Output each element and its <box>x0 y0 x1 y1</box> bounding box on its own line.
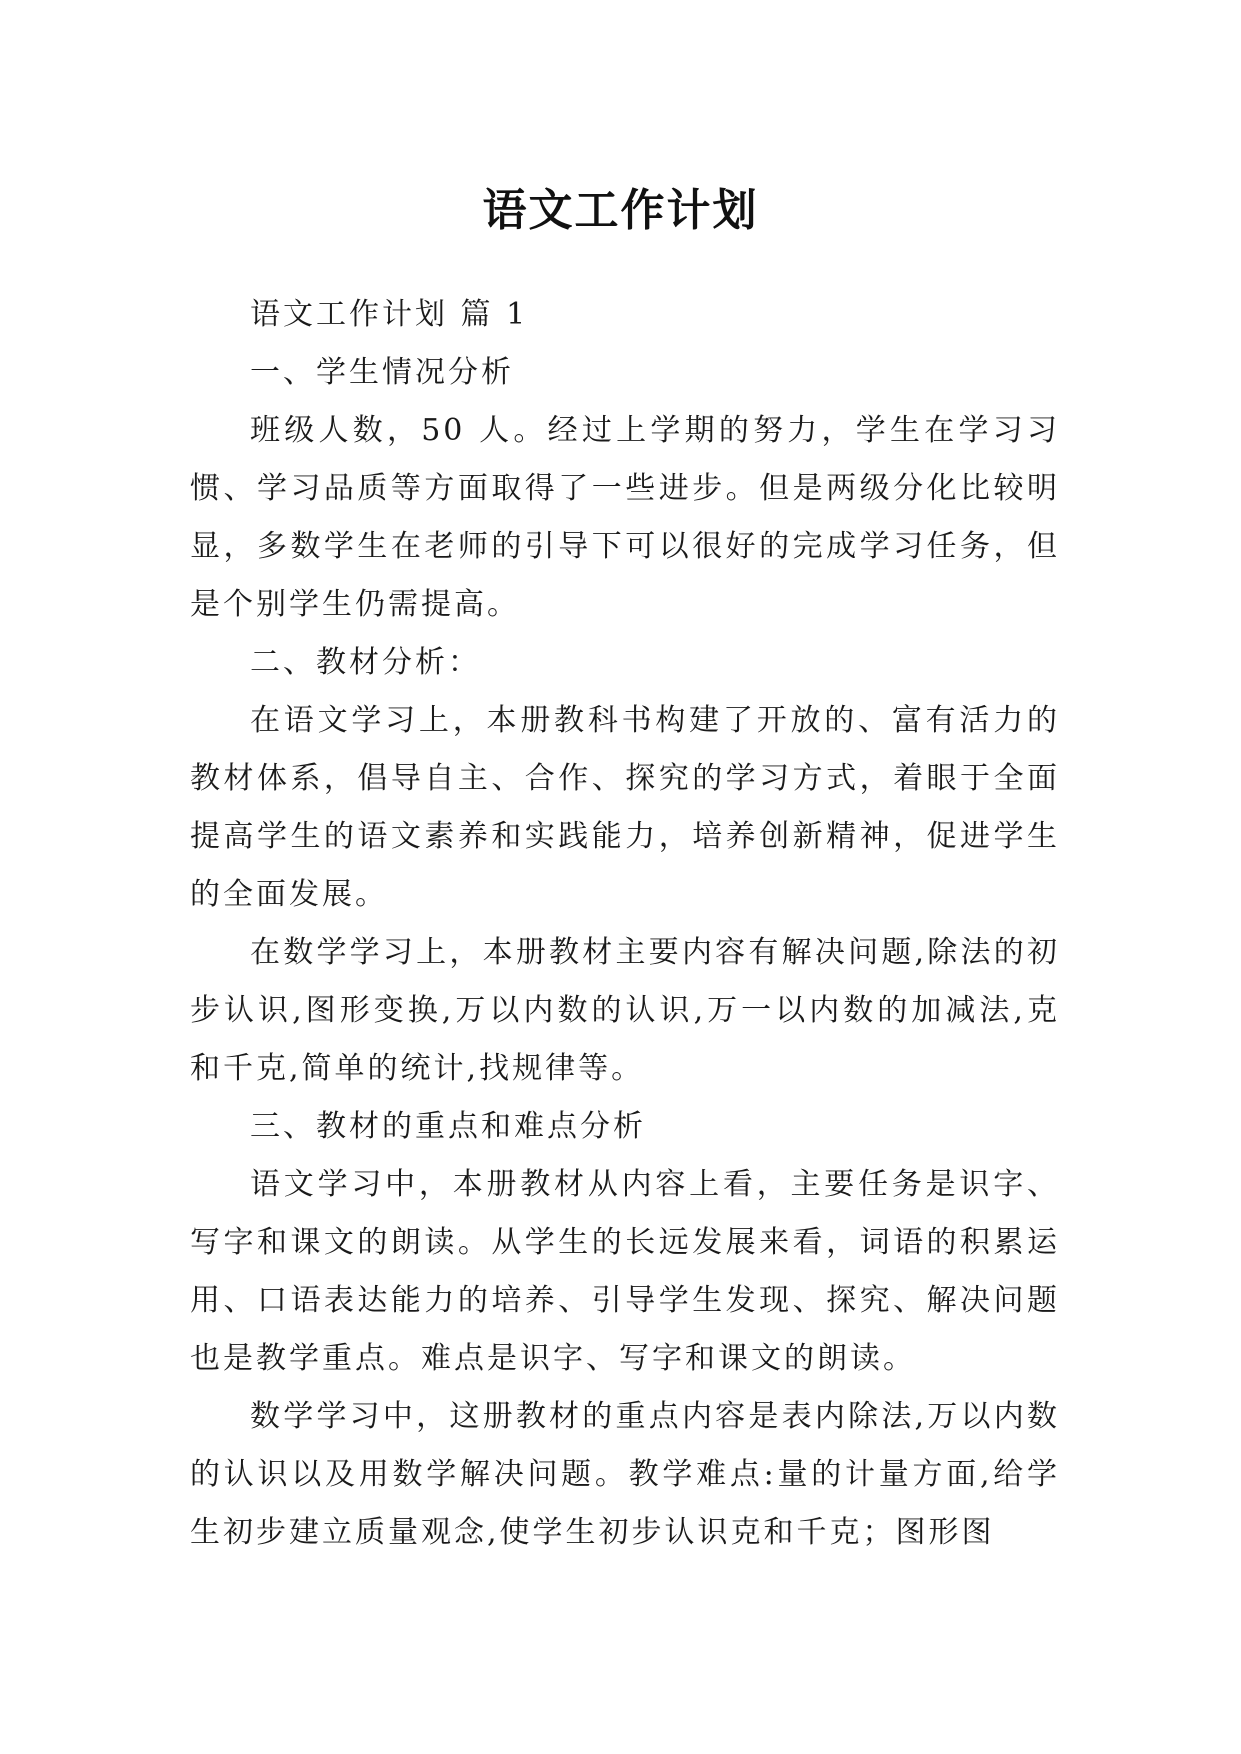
paragraph-chinese-textbook: 在语文学习上，本册教科书构建了开放的、富有活力的教材体系，倡导自主、合作、探究的学习方式，着眼于全面提高学生的语文素养和实践能力，培养创新精神，促进学生的全面发展。 <box>190 703 1060 912</box>
section-heading-key-points: 三、教材的重点和难点分析 <box>250 1109 646 1144</box>
section-heading-student-analysis: 一、学生情况分析 <box>250 355 514 390</box>
document-body <box>190 286 1060 1562</box>
paragraph-student-analysis: 班级人数，50 人。经过上学期的努力，学生在学习习惯、学习品质等方面取得了一些进步。但是两级分化比较明显，多数学生在老师的引导下可以很好的完成学习任务，但是个别学生仍需提高。 <box>190 413 1060 622</box>
paragraph-math-textbook: 在数学学习上，本册教材主要内容有解决问题,除法的初步认识,图形变换,万以内数的认识,万一以内数的加减法,克和千克,简单的统计,找规律等。 <box>190 935 1060 1086</box>
section-heading-textbook-analysis: 二、教材分析： <box>250 645 481 680</box>
paragraph-chinese-key-points: 语文学习中，本册教材从内容上看，主要任务是识字、写字和课文的朗读。从学生的长远发展来看，词语的积累运用、口语表达能力的培养、引导学生发现、探究、解决问题也是教学重点。难点是识字、写字和课文的朗读。 <box>190 1167 1060 1376</box>
paragraph-math-key-points: 数学学习中，这册教材的重点内容是表内除法,万以内数的认识以及用数学解决问题。教学难点:量的计量方面,给学生初步建立质量观念,使学生初步认识克和千克；图形图 <box>190 1399 1060 1550</box>
document-title: 语文工作计划 <box>482 185 759 237</box>
section-heading-part-1: 语文工作计划 篇 1 <box>250 297 529 332</box>
